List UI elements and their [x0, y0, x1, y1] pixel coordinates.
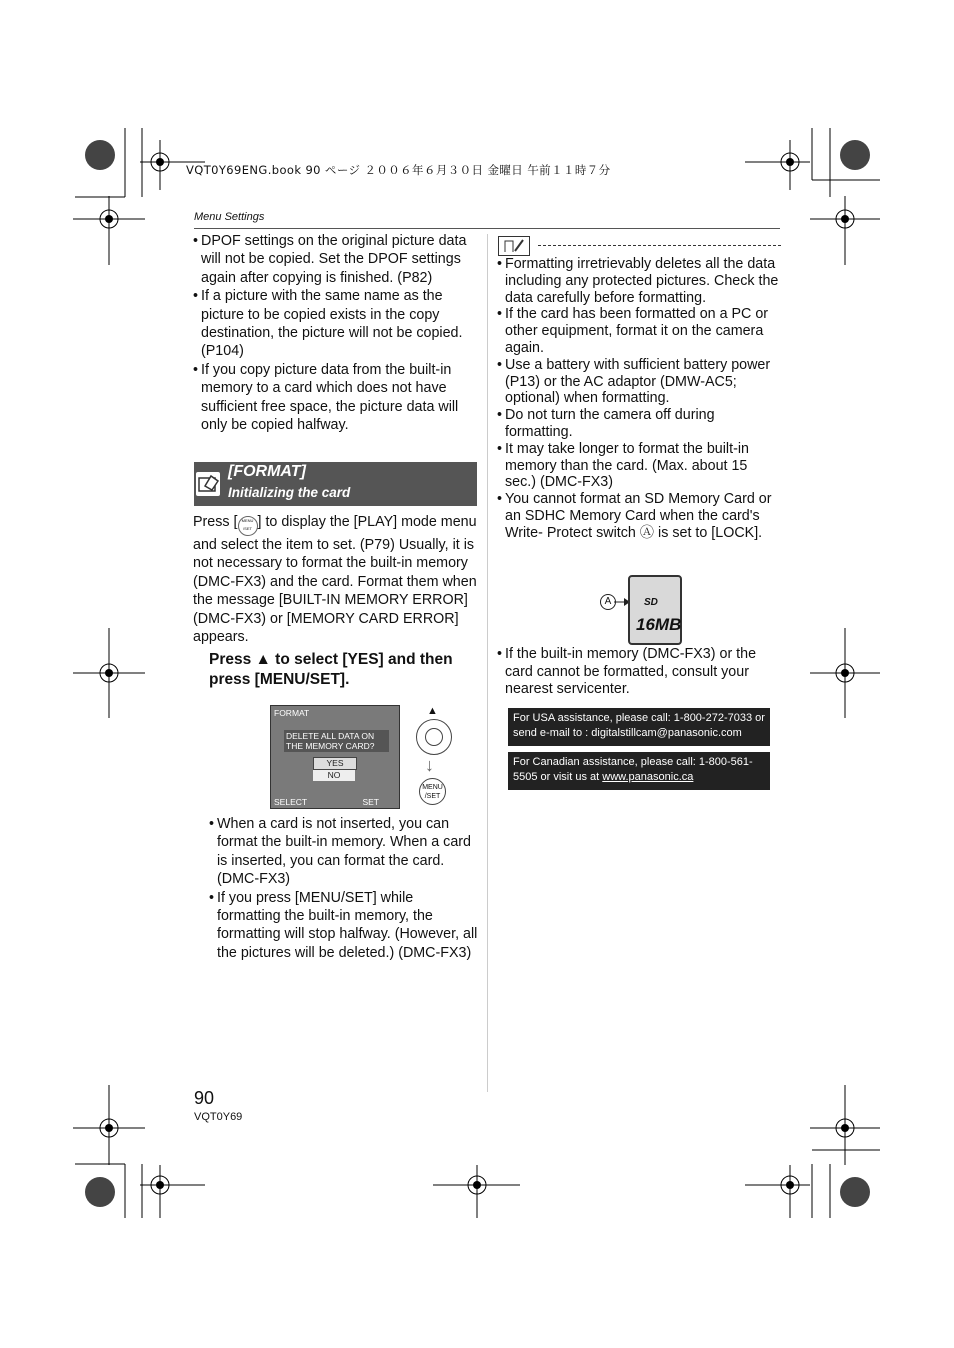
lcd-no-option: NO	[313, 770, 355, 781]
section-header-format	[194, 462, 477, 506]
note-icon	[498, 236, 530, 256]
left-bullets-top	[193, 232, 477, 434]
cursor-pad-icon	[416, 719, 452, 755]
play-mode-icon	[196, 472, 220, 496]
sd-capacity: 16MB	[636, 615, 682, 634]
lcd-screen	[270, 705, 400, 809]
usa-assistance-box: For USA assistance, please call: 1-800-272-7033 or send e-mail to : digitalstillcam@panasonic.com	[508, 708, 770, 746]
running-head: Menu Settings	[194, 211, 265, 223]
canada-text: For Canadian assistance, please call: 1-800-561-5505 or visit us at	[513, 756, 753, 783]
left-bullets-bottom	[209, 815, 479, 962]
lcd-set-label: SET	[362, 797, 379, 807]
print-header: VQT0Y69ENG.book 90 ページ ２００６年６月３０日 金曜日 午前１１時７分	[186, 163, 611, 177]
menu-set-icon: MENU /SET	[238, 516, 258, 536]
list-item: • Use a battery with sufficient battery power (P13) or the AC adaptor (DMW-AC5; optional) when formatting.	[497, 357, 781, 407]
sd-logo: SD	[644, 597, 658, 608]
up-arrow-icon: ▲	[427, 705, 438, 717]
list-item: • If you copy picture data from the built-in memory to a card which does not have sufficient free space, the picture data will only be copied halfway.	[193, 361, 477, 435]
section-title: [FORMAT]	[228, 463, 306, 480]
column-divider	[487, 234, 488, 1092]
doc-code: VQT0Y69	[194, 1111, 243, 1123]
header-rule	[194, 228, 780, 229]
list-item: • If a picture with the same name as the picture to be copied exists in the copy destination, the picture will not be copied. (P104)	[193, 287, 477, 361]
intro-paragraph	[193, 513, 477, 646]
lcd-select-label: SELECT	[274, 797, 308, 807]
lcd-yes-option: YES	[313, 757, 357, 770]
list-item: • Formatting irretrievably deletes all the data including any protected pictures. Check the data carefully before formatting.	[497, 256, 781, 306]
lcd-question: DELETE ALL DATA ON THE MEMORY CARD?	[284, 730, 389, 752]
list-item: • If the card has been formatted on a PC or other equipment, format it on the camera again.	[497, 306, 781, 356]
right-bullets-top	[497, 256, 781, 542]
menu-set-button-icon: MENU /SET	[419, 778, 446, 805]
intro-text-rest: ] to display the [PLAY] mode menu and select the item to set. (P79) Usually, it is not necessary to format the built-in memory (DMC-FX3) and the card. Format them when the message [BUILT-IN MEMORY ERROR] (DMC-FX3) or [MEMORY CARD ERROR] appears.	[193, 514, 477, 646]
list-item: • DPOF settings on the original picture data will not be copied. Set the DPOF settings again after copying is finished. (P82)	[193, 232, 477, 287]
down-arrow-icon: ↓	[425, 755, 434, 775]
sd-card-image	[628, 575, 682, 645]
list-item: • You cannot format an SD Memory Card or an SDHC Memory Card when the card's Write- Protect switch Ⓐ is set to [LOCK].	[497, 491, 781, 541]
list-item: • It may take longer to format the built-in memory than the card. (Max. about 15 sec.) (DMC-FX3)	[497, 441, 781, 491]
panasonic-ca-link[interactable]: www.panasonic.ca	[602, 771, 694, 783]
section-subtitle: Initializing the card	[228, 485, 351, 500]
lcd-header: FORMAT	[274, 708, 310, 718]
list-item: • When a card is not inserted, you can format the built-in memory. When a card is inserted, you can format the card. (DMC-FX3)	[209, 815, 479, 889]
list-item: • If the built-in memory (DMC-FX3) or the card cannot be formatted, consult your nearest servicenter.	[497, 646, 781, 699]
canada-assistance-box	[508, 752, 770, 790]
callout-label-a: A	[600, 594, 616, 610]
intro-text-start: Press [	[193, 514, 238, 530]
step-instruction: Press ▲ to select [YES] and then press [MENU/SET].	[209, 651, 453, 688]
right-bullets-bottom	[497, 646, 781, 699]
note-divider	[538, 245, 781, 246]
list-item: • Do not turn the camera off during formatting.	[497, 407, 781, 441]
page-number: 90	[194, 1088, 215, 1108]
list-item: • If you press [MENU/SET] while formatting the built-in memory, the formatting will stop halfway. (However, all the pictures will be deleted.) (DMC-FX3)	[209, 889, 479, 963]
